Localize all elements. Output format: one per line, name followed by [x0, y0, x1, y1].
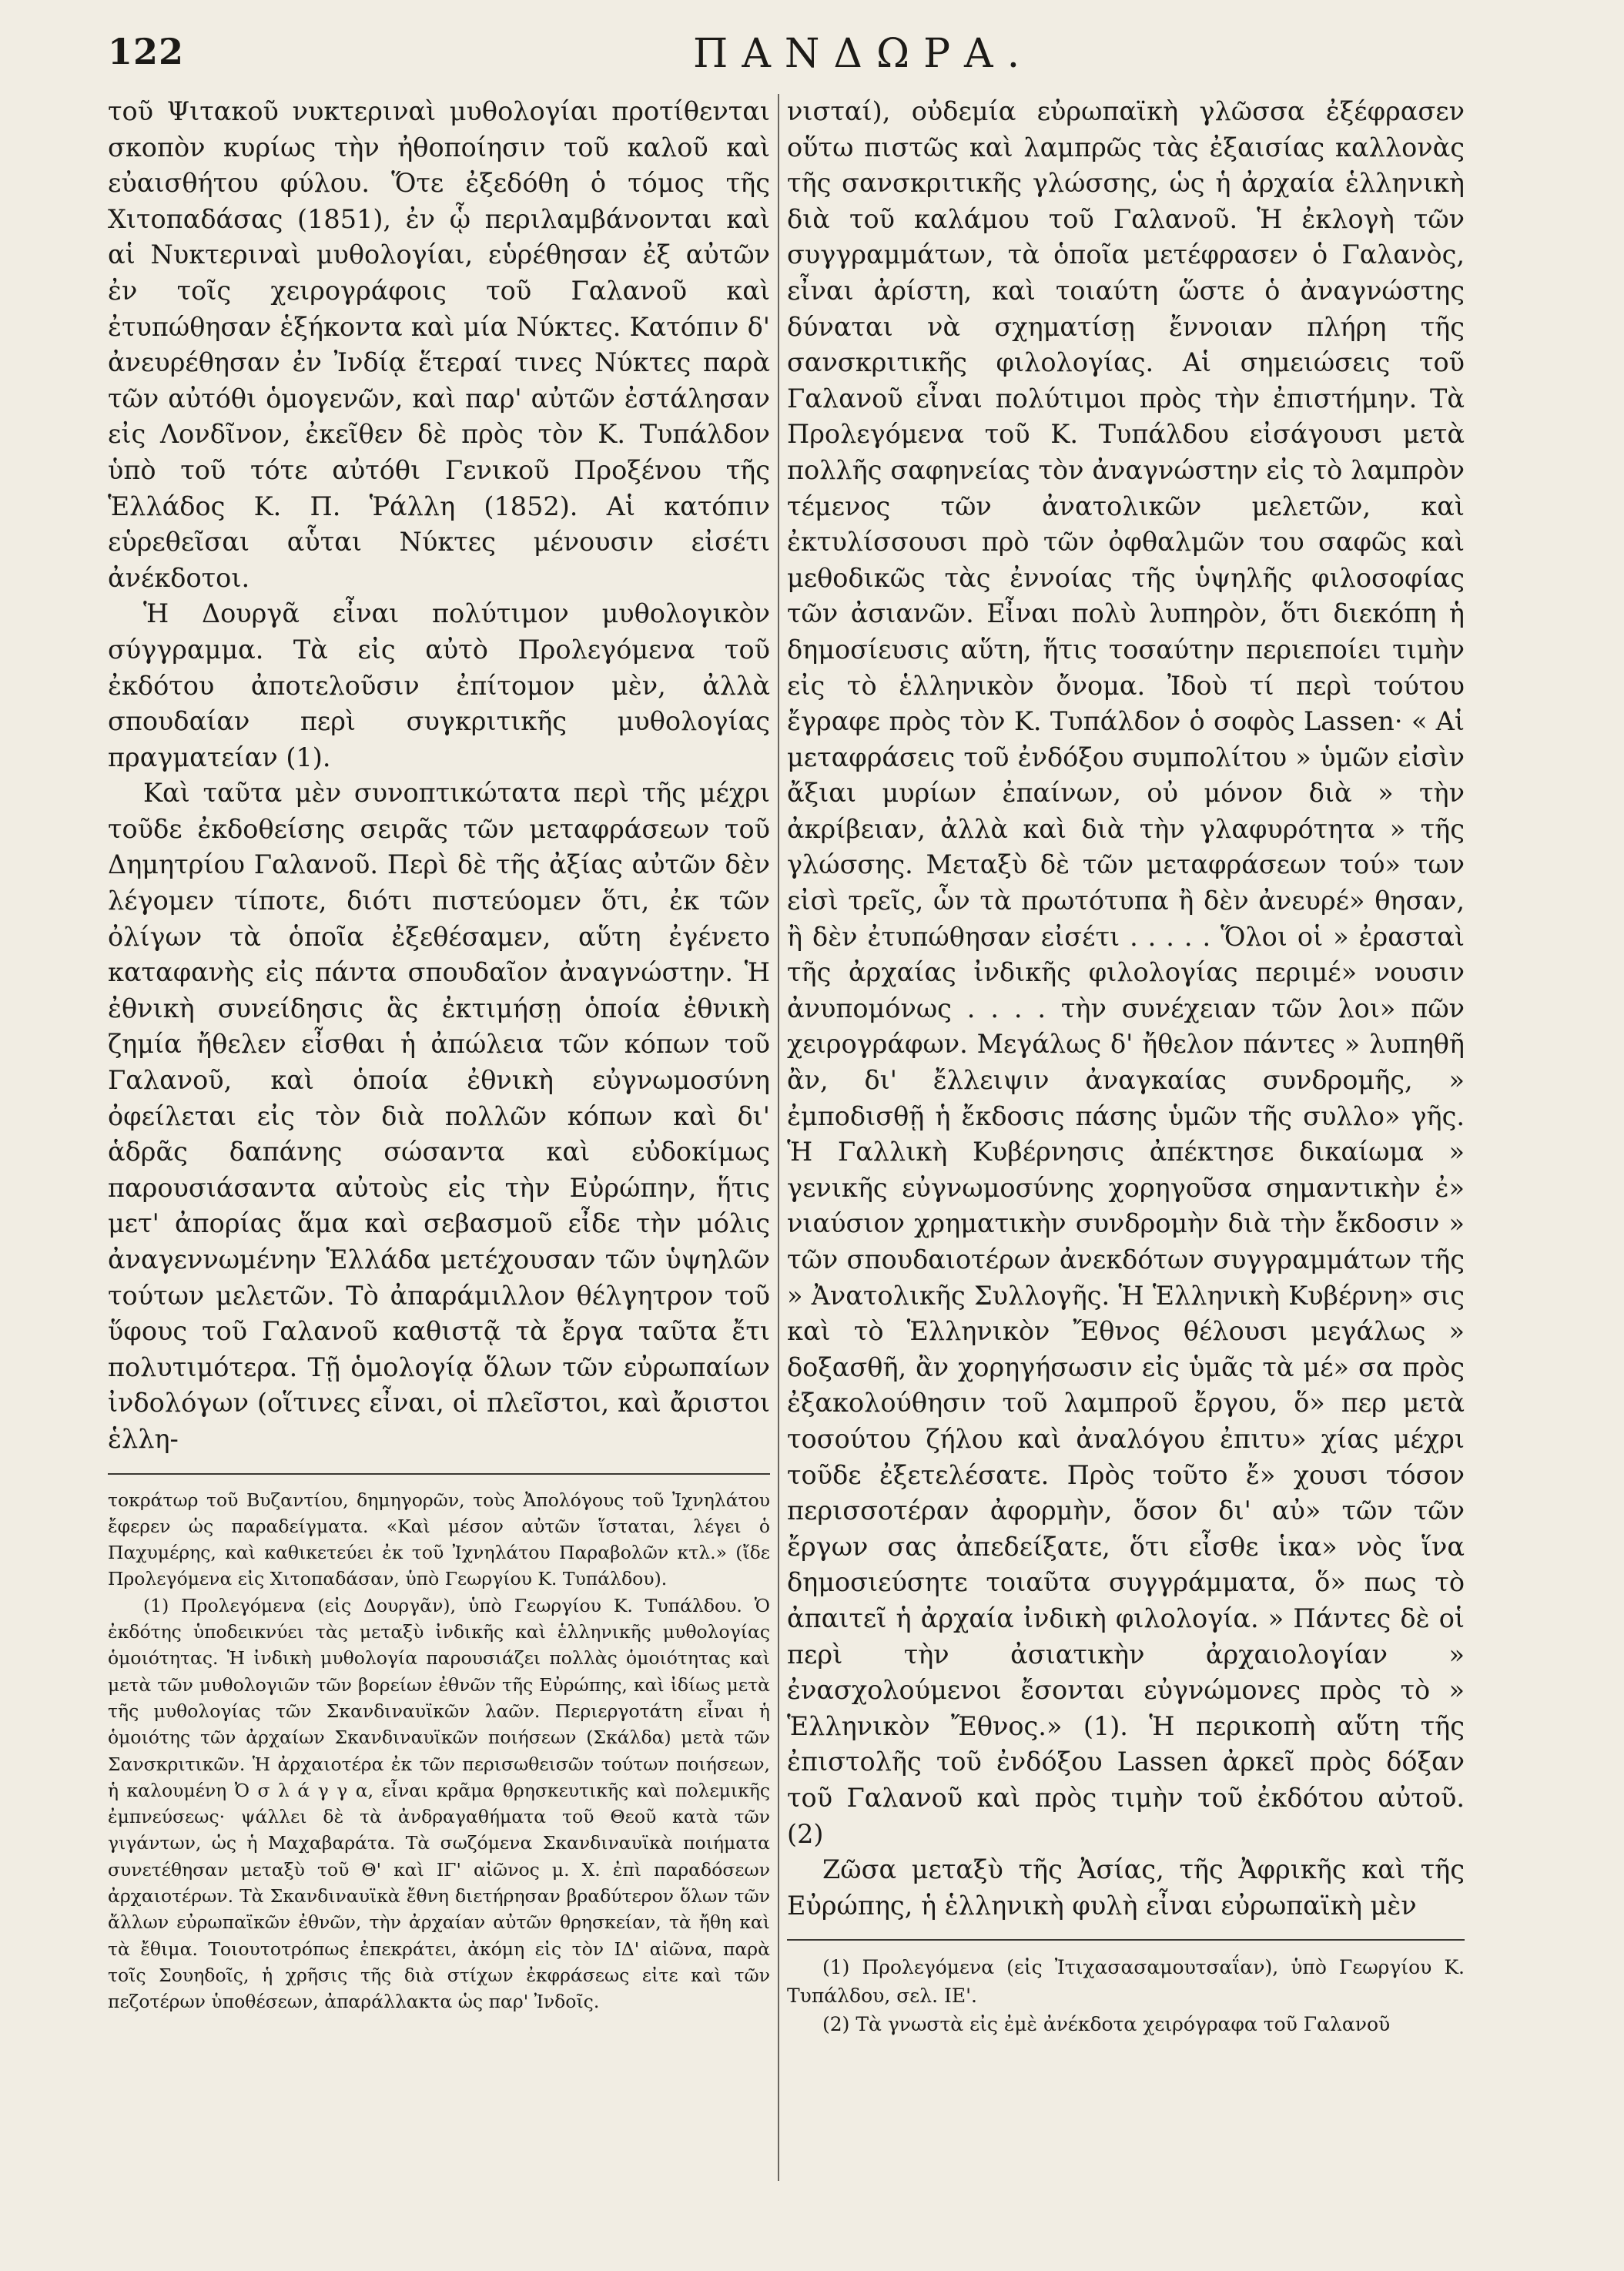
column-divider	[778, 94, 779, 2181]
footnote: (1) Προλεγόμενα (εἰς Ἰτιχασασαμουτσαΐαν), ὑπὸ Γεωργίου Κ. Τυπάλδου, σελ. ΙΕ'.	[787, 1956, 1465, 2008]
right-footnotes	[787, 1953, 1465, 2038]
footnote: (1) Προλεγόμενα (εἰς Δουργᾶν), ὑπὸ Γεωργίου Κ. Τυπάλδου. Ὁ ἐκδότης ὑποδεικνύει τὰς μεταξὺ ἰνδικῆς καὶ ἑλληνικῆς μυθολογίας ὁμοιότητας. Ἡ ἰνδικὴ μυθολογία παρουσιάζει πολλὰς ὁμοιότητας καὶ μετὰ τῶν μυθολογιῶν τῶν βορείων ἐθνῶν τῆς Εὐρώπης, καὶ ἰδίως μετὰ τῆς μυθολογίας τῶν Σκανδιναυϊκῶν λαῶν. Περιεργοτάτη εἶναι ἡ ὁμοιότης τῶν ἀρχαίων Σκανδιναυϊκῶν ποιήσεων (Σκάλδα) μετὰ τῶν Σανσκριτικῶν. Ἡ ἀρχαιοτέρα ἐκ τῶν περισωθεισῶν τούτων ποιήσεων, ἡ καλουμένη Ὀ σ λ ά γ γ α, εἶναι κρᾶμα θρησκευτικῆς καὶ πολεμικῆς ἐμπνεύσεως· ψάλλει δὲ τὰ ἀνδραγαθήματα τοῦ Θεοῦ κατὰ τῶν γιγάντων, ὡς ἡ Μαχαβαράτα. Τὰ σωζόμενα Σκανδιναυϊκὰ ποιήματα συνετέθησαν μεταξὺ τοῦ Θ' καὶ ΙΓ' αἰῶνος μ. Χ. ἐπὶ παραδόσεων ἀρχαιοτέρων. Τὰ Σκανδιναυϊκὰ ἔθνη διετήρησαν βραδύτερον ὅλων τῶν ἄλλων εὐρωπαϊκῶν ἐθνῶν, τὴν ἀρχαίαν αὐτῶν θρησκείαν, τὰ ἤθη καὶ τὰ ἔθιμα. Τοιουτοτρόπως ἐπεκράτει, ἀκόμη εἰς τὸν ΙΔ' αἰῶνα, παρὰ τοῖς Σουηδοῖς, ἡ χρῆσις τῆς διὰ στίχων ἐκφράσεως εἰτε καὶ τῶν πεζοτέρων ὑποθέσεων, ἀπαράλλακτα ὡς παρ' Ἰνδοῖς.	[108, 1594, 770, 2013]
paragraph: Ζῶσα μεταξὺ τῆς Ἀσίας, τῆς Ἀφρικῆς καὶ τῆς Εὐρώπης, ἡ ἑλληνικὴ φυλὴ εἶναι εὐρωπαϊκὴ μὲν	[787, 1854, 1465, 1921]
right-column-body	[787, 94, 1465, 1924]
page-header	[108, 31, 1509, 85]
footnote-separator	[787, 1939, 1465, 1941]
paragraph: τοῦ Ψιτακοῦ νυκτεριναὶ μυθολογίαι προτίθενται σκοπὸν κυρίως τὴν ἠθοποίησιν τοῦ καλοῦ καὶ εὐαισθήτου φύλου. Ὅτε ἐξεδόθη ὁ τόμος τῆς Χιτοπαδάσας (1851), ἐν ᾧ περιλαμβάνονται καὶ αἱ Νυκτεριναὶ μυθολογίαι, εὑρέθησαν ἐξ αὐτῶν ἐν τοῖς χειρογράφοις τοῦ Γαλανοῦ καὶ ἐτυπώθησαν ἑξήκοντα καὶ μία Νύκτες. Κατόπιν δ' ἀνευρέθησαν ἐν Ἰνδίᾳ ἕτεραί τινες Νύκτες παρὰ τῶν αὐτόθι ὁμογενῶν, καὶ παρ' αὐτῶν ἐστάλησαν εἰς Λονδῖνον, ἐκεῖθεν δὲ πρὸς τὸν Κ. Τυπάλδον ὑπὸ τοῦ τότε αὐτόθι Γενικοῦ Προξένου τῆς Ἑλλάδος Κ. Π. Ῥάλλη (1852). Αἱ κατόπιν εὑρεθεῖσαι αὗται Νύκτες μένουσιν εἰσέτι ἀνέκδοτοι.	[108, 96, 770, 593]
footnote: τοκράτωρ τοῦ Βυζαντίου, δημηγορῶν, τοὺς Ἀπολόγους τοῦ Ἰχνηλάτου ἔφερεν ὡς παραδείγματα. «Καὶ μέσον αὐτῶν ἵσταται, λέγει ὁ Παχυμέρης, καὶ καθικετεύει ἐκ τοῦ Ἰχνηλάτου Παραβολῶν κτλ.» (ἴδε Προλεγόμενα εἰς Χιτοπαδάσαν, ὑπὸ Γεωργίου Κ. Τυπάλδου).	[108, 1489, 770, 1590]
footnote-separator	[108, 1473, 770, 1475]
page-number: 122	[108, 31, 185, 72]
journal-title: ΠΑΝΔΩΡΑ.	[693, 31, 1034, 77]
paragraph: Καὶ ταῦτα μὲν συνοπτικώτατα περὶ τῆς μέχρι τοῦδε ἐκδοθείσης σειρᾶς τῶν μεταφράσεων τοῦ Δημητρίου Γαλανοῦ. Περὶ δὲ τῆς ἀξίας αὐτῶν δὲν λέγομεν τίποτε, διότι πιστεύομεν ὅτι, ἐκ τῶν ὀλίγων τὰ ὁποῖα ἐξεθέσαμεν, αὕτη ἐγένετο καταφανὴς εἰς πάντα σπουδαῖον ἀναγνώστην. Ἡ ἐθνικὴ συνείδησις ἃς ἐκτιμήσῃ ὁποία ἐθνικὴ ζημία ἤθελεν εἶσθαι ἡ ἀπώλεια τῶν κόπων τοῦ Γαλανοῦ, καὶ ὁποία ἐθνικὴ εὐγνωμοσύνη ὀφείλεται εἰς τὸν διὰ πολλῶν κόπων καὶ δι' ἁδρᾶς δαπάνης σώσαντα καὶ εὐδοκίμως παρουσιάσαντα αὐτοὺς εἰς τὴν Εὐρώπην, ἥτις μετ' ἀπορίας ἅμα καὶ σεβασμοῦ εἶδε τὴν μόλις ἀναγεννωμένην Ἑλλάδα μετέχουσαν τῶν ὑψηλῶν τούτων μελετῶν. Τὸ ἀπαράμιλλον θέλγητρον τοῦ ὕφους τοῦ Γαλανοῦ καθιστᾷ τὰ ἔργα ταῦτα ἔτι πολυτιμότερα. Τῇ ὁμολογίᾳ ὅλων τῶν εὐρωπαίων ἰνδολόγων (οἵτινες εἶναι, οἱ πλεῖστοι, καὶ ἄριστοι ἑλλη-	[108, 778, 770, 1454]
paragraph: Ἡ Δουργᾶ εἶναι πολύτιμον μυθολογικὸν σύγγραμμα. Τὰ εἰς αὐτὸ Προλεγόμενα τοῦ ἐκδότου ἀποτελοῦσιν ἐπίτομον μὲν, ἀλλὰ σπουδαίαν περὶ συγκριτικῆς μυθολογίας πραγματείαν (1).	[108, 598, 770, 772]
right-column	[787, 94, 1465, 2038]
footnote: (2) Τὰ γνωστὰ εἰς ἐμὲ ἀνέκδοτα χειρόγραφα τοῦ Γαλανοῦ	[822, 2013, 1391, 2036]
left-footnotes	[108, 1487, 770, 2015]
left-column	[108, 94, 770, 2015]
paragraph: νισταί), οὐδεμία εὐρωπαϊκὴ γλῶσσα ἐξέφρασεν οὕτω πιστῶς καὶ λαμπρῶς τὰς ἐξαισίας καλλονὰς τῆς σανσκριτικῆς γλώσσης, ὡς ἡ ἀρχαία ἑλληνικὴ διὰ τοῦ καλάμου τοῦ Γαλανοῦ. Ἡ ἐκλογὴ τῶν συγγραμμάτων, τὰ ὁποῖα μετέφρασεν ὁ Γαλανὸς, εἶναι ἀρίστη, καὶ τοιαύτη ὥστε ὁ ἀναγνώστης δύναται νὰ σχηματίσῃ ἔννοιαν πλήρη τῆς σανσκριτικῆς φιλολογίας. Αἱ σημειώσεις τοῦ Γαλανοῦ εἶναι πολύτιμοι πρὸς τὴν ἐπιστήμην. Τὰ Προλεγόμενα τοῦ Κ. Τυπάλδου εἰσάγουσι μετὰ πολλῆς σαφηνείας τὸν ἀναγνώστην εἰς τὸ λαμπρὸν τέμενος τῶν ἀνατολικῶν μελετῶν, καὶ ἐκτυλίσσουσι πρὸ τῶν ὀφθαλμῶν του σαφῶς καὶ μεθοδικῶς τὰς ἐννοίας τῆς ὑψηλῆς φιλοσοφίας τῶν ἀσιανῶν. Εἶναι πολὺ λυπηρὸν, ὅτι διεκόπη ἡ δημοσίευσις αὕτη, ἥτις τοσαύτην περιεποίει τιμὴν εἰς τὸ ἑλληνικὸν ὄνομα. Ἰδοὺ τί περὶ τούτου ἔγραφε πρὸς τὸν Κ. Τυπάλδον ὁ σοφὸς Lassen· « Αἱ μεταφράσεις τοῦ ἐνδόξου συμπολίτου » ὑμῶν εἰσὶν ἄξιαι μυρίων ἐπαίνων, οὐ μόνον διὰ » τὴν ἀκρίβειαν, ἀλλὰ καὶ διὰ τὴν γλαφυρότητα » τῆς γλώσσης. Μεταξὺ δὲ τῶν μεταφράσεων τού» των εἰσὶ τρεῖς, ὧν τὰ πρωτότυπα ἢ δὲν ἀνευρέ» θησαν, ἢ δὲν ἐτυπώθησαν εἰσέτι . . . . . Ὅλοι οἱ » ἐρασταὶ τῆς ἀρχαίας ἰνδικῆς φιλολογίας περιμέ» νουσιν ἀνυπομόνως . . . . τὴν συνέχειαν τῶν λοι» πῶν χειρογράφων. Μεγάλως δ' ἤθελον πάντες » λυπηθῆ ἂν, δι' ἔλλειψιν ἀναγκαίας συνδρομῆς, » ἐμποδισθῇ ἡ ἔκδοσις πάσης ὑμῶν τῆς συλλο» γῆς. Ἡ Γαλλικὴ Κυβέρνησις ἀπέκτησε δικαίωμα » γενικῆς εὐγνωμοσύνης χορηγοῦσα σημαντικὴν ἐ» νιαύσιον χρηματικὴν συνδρομὴν διὰ τὴν ἔκδοσιν » τῶν σπουδαιοτέρων ἀνεκδότων συγγραμμάτων τῆς » Ἀνατολικῆς Συλλογῆς. Ἡ Ἑλληνικὴ Κυβέρνη» σις καὶ τὸ Ἑλληνικὸν Ἔθνος θέλουσι μεγάλως » δοξασθῆ, ἂν χορηγήσωσιν εἰς ὑμᾶς τὰ μέ» σα πρὸς ἐξακολούθησιν τοῦ λαμπροῦ ἔργου, ὅ» περ μετὰ τοσούτου ζήλου καὶ ἀναλόγου ἐπιτυ» χίας μέχρι τοῦδε ἐξετελέσατε. Πρὸς τοῦτο ἔ» χουσι τόσον περισσοτέραν ἀφορμὴν, ὅσον δι' αὐ» τῶν τῶν ἔργων σας ἀπεδείξατε, ὅτι εἶσθε ἱκα» νὸς ἵνα δημοσιεύσητε τοιαῦτα συγγράμματα, ὅ» πως τὸ ἀπαιτεῖ ἡ ἀρχαία ἰνδικὴ φιλολογία. » Πάντες δὲ οἱ περὶ τὴν ἀσιατικὴν ἀρχαιολογίαν » ἐνασχολούμενοι ἔσονται εὐγνώμονες πρὸς τὸ » Ἑλληνικὸν Ἔθνος.» (1). Ἡ περικοπὴ αὕτη τῆς ἐπιστολῆς τοῦ ἐνδόξου Lassen ἀρκεῖ πρὸς δόξαν τοῦ Γαλανοῦ καὶ πρὸς τιμὴν τοῦ ἐκδότου αὐτοῦ. (2)	[787, 96, 1465, 1849]
left-column-body	[108, 94, 770, 1458]
